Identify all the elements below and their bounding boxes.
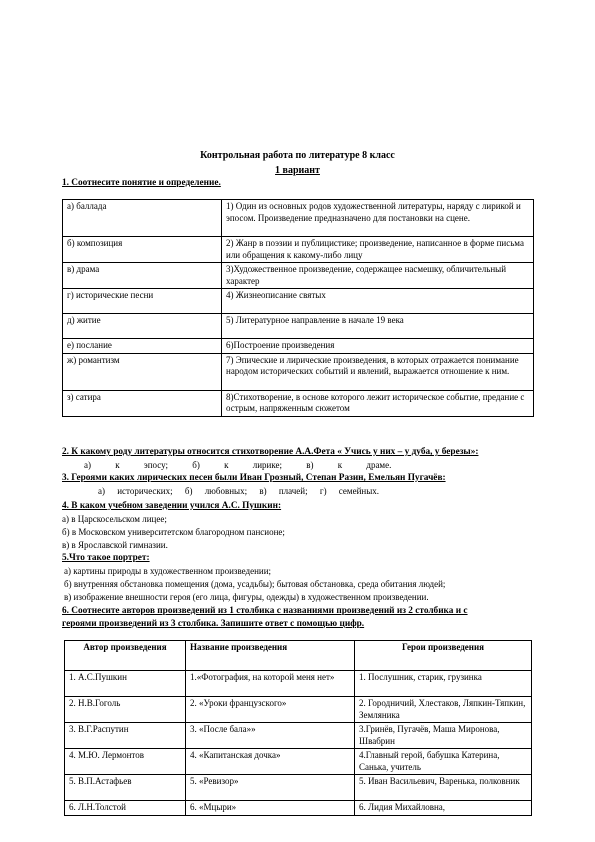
q1-term: г) исторические песни bbox=[63, 289, 222, 314]
q5-option-c: в) изображение внешности героя (его лица, фигуры, одежды) в художественном произведении. bbox=[64, 592, 429, 602]
q3-heading: 3. Героями каких лирических песен были Иван Грозный, Степан Разин, Емельян Пугачёв: bbox=[62, 473, 446, 483]
heroes-cell: 5. Иван Васильевич, Варенька, полковник bbox=[355, 775, 532, 801]
author-cell: 3. В.Г.Распутин bbox=[65, 723, 186, 749]
q5-option-a: а) картины природы в художественном произведении; bbox=[64, 566, 272, 576]
author-cell: 2. Н.В.Гоголь bbox=[65, 697, 186, 723]
column-header-author: Автор произведения bbox=[65, 641, 186, 671]
q1-term: е) послание bbox=[63, 339, 222, 354]
q1-definition: 3)Художественное произведение, содержащее насмешку, обличительный характер bbox=[222, 263, 534, 289]
title-cell: 6. «Мцыри» bbox=[186, 801, 355, 816]
q6-table bbox=[64, 640, 532, 816]
table-row bbox=[65, 671, 532, 697]
table-row bbox=[63, 314, 534, 339]
q4-option-a: а) в Царскосельском лицее; bbox=[62, 514, 167, 524]
q1-term: д) житие bbox=[63, 314, 222, 339]
q1-definition: 4) Жизнеописание святых bbox=[222, 289, 534, 314]
q6-heading-line1: 6. Соотнесите авторов произведений из 1 столбика с названиями произведений из 2 столбика и с bbox=[62, 606, 468, 616]
author-cell: 4. М.Ю. Лермонтов bbox=[65, 749, 186, 775]
q6-heading-line2: героями произведений из 3 столбика. Запишите ответ с помощью цифр. bbox=[62, 619, 365, 629]
q1-term: б) композиция bbox=[63, 237, 222, 263]
q5-option-b: б) внутренняя обстановка помещения (дома, усадьбы); бытовая обстановка, среда обитания людей; bbox=[64, 579, 446, 589]
table-row bbox=[63, 353, 534, 390]
author-cell: 5. В.П.Астафьев bbox=[65, 775, 186, 801]
table-row bbox=[65, 801, 532, 816]
q1-definition: 2) Жанр в поэзии и публицистике; произведение, написанное в форме письма или обращения к какому-либо лицу bbox=[222, 237, 534, 263]
table-row bbox=[63, 339, 534, 354]
q4-option-b: б) в Московском университетском благородном пансионе; bbox=[62, 527, 285, 537]
q2-options: а) к эпосу; б) к лирике; в) к драме. bbox=[84, 460, 392, 470]
table-row bbox=[63, 289, 534, 314]
title-cell: 2. «Уроки французского» bbox=[186, 697, 355, 723]
table-row bbox=[63, 200, 534, 237]
column-header-title: Название произведения bbox=[186, 641, 355, 671]
q3-options: а) исторических; б) любовных; в) плачей; г) семейных. bbox=[98, 486, 380, 496]
heroes-cell: 2. Городничий, Хлестаков, Ляпкин-Тяпкин, Земляника bbox=[355, 697, 532, 723]
heroes-cell: 4.Главный герой, бабушка Катерина, Санька, учитель bbox=[355, 749, 532, 775]
page-title: Контрольная работа по литературе 8 класс bbox=[200, 150, 395, 161]
table-row bbox=[63, 237, 534, 263]
q4-option-c: в) в Ярославской гимназии. bbox=[62, 540, 168, 550]
column-header-heroes: Герои произведения bbox=[355, 641, 532, 671]
q1-definition: 7) Эпические и лирические произведения, в которых отражается понимание народом исторических событий и явлений, выражается отношение к ним. bbox=[222, 353, 534, 390]
q1-definition: 5) Литературное направление в начале 19 века bbox=[222, 314, 534, 339]
q5-heading: 5.Что такое портрет: bbox=[62, 553, 150, 563]
q4-heading: 4. В каком учебном заведении учился А.С. Пушкин: bbox=[62, 501, 282, 511]
q1-term: ж) романтизм bbox=[63, 353, 222, 390]
variant-label: 1 вариант bbox=[275, 165, 320, 176]
q1-term: а) баллада bbox=[63, 200, 222, 237]
title-cell: 3. «После бала»» bbox=[186, 723, 355, 749]
author-cell: 1. А.С.Пушкин bbox=[65, 671, 186, 697]
title-cell: 4. «Капитанская дочка» bbox=[186, 749, 355, 775]
q1-term: в) драма bbox=[63, 263, 222, 289]
q1-definition: 1) Один из основных родов художественной литературы, наряду с лирикой и эпосом. Произведение предназначено для постановки на сцене. bbox=[222, 200, 534, 237]
q1-table bbox=[62, 199, 534, 417]
title-cell: 5. «Ревизор» bbox=[186, 775, 355, 801]
table-row bbox=[65, 775, 532, 801]
q2-heading: 2. К какому роду литературы относится стихотворение А.А.Фета « Учись у них – у дуба, у березы»: bbox=[62, 447, 479, 457]
heroes-cell: 3.Гринёв, Пугачёв, Маша Миронова, Швабрин bbox=[355, 723, 532, 749]
table-row bbox=[63, 263, 534, 289]
table-row bbox=[65, 723, 532, 749]
heroes-cell: 6. Лидия Михайловна, bbox=[355, 801, 532, 816]
table-row bbox=[65, 697, 532, 723]
title-cell: 1.«Фотография, на которой меня нет» bbox=[186, 671, 355, 697]
table-row bbox=[65, 749, 532, 775]
q1-heading: 1. Соотнесите понятие и определение. bbox=[62, 178, 221, 188]
q1-term: з) сатира bbox=[63, 390, 222, 416]
table-row bbox=[63, 390, 534, 416]
heroes-cell: 1. Послушник, старик, грузинка bbox=[355, 671, 532, 697]
q1-definition: 8)Стихотворение, в основе которого лежит историческое событие, предание с острым, напряженным сюжетом bbox=[222, 390, 534, 416]
q1-definition: 6)Построение произведения bbox=[222, 339, 534, 354]
table-header-row bbox=[65, 641, 532, 671]
author-cell: 6. Л.Н.Толстой bbox=[65, 801, 186, 816]
